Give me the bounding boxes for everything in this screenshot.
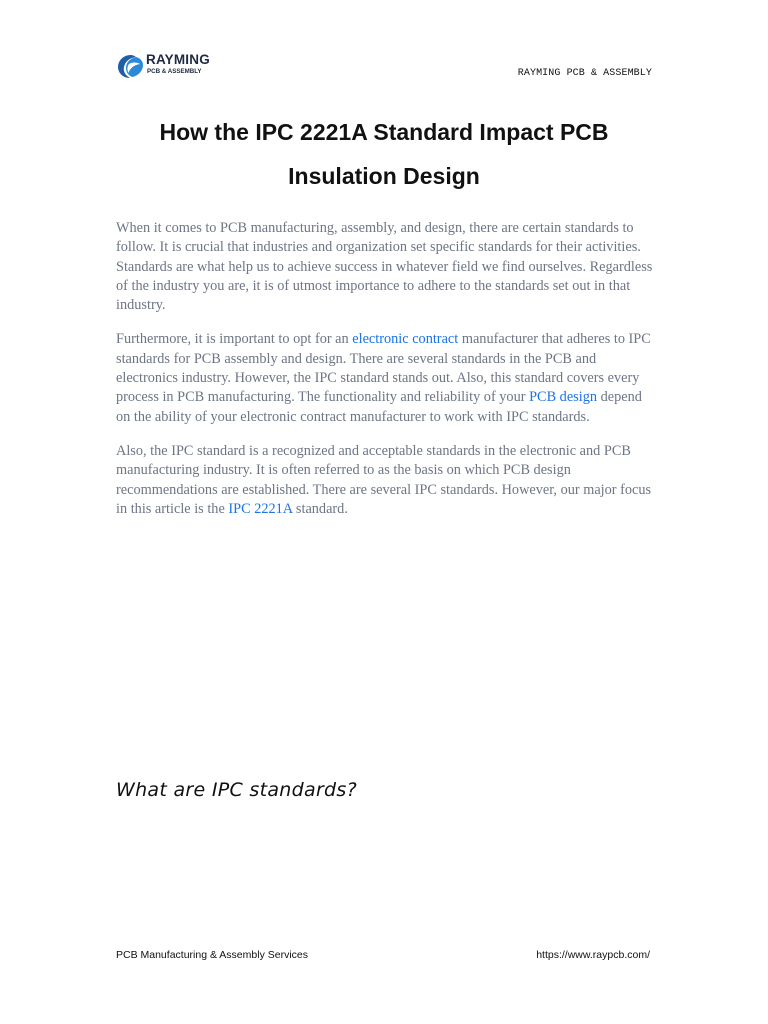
rayming-swirl-logo-icon	[116, 52, 146, 80]
ipc-2221a-link[interactable]: IPC 2221A	[228, 500, 293, 517]
paragraph-text: Also, the IPC standard is a recognized and acceptable standards in the electronic and PCB manufacturing industry. It is often referred to as the basis on which PCB design recommendations are established. There are several IPC standards. However, our major focus in this article is the	[116, 442, 652, 517]
logo-tagline: PCB & ASSEMBLY	[147, 68, 202, 75]
footer-services-text: PCB Manufacturing & Assembly Services	[116, 949, 308, 961]
electronic-contract-link[interactable]: electronic contract	[352, 331, 459, 348]
paragraph-ipc-manufacturer	[116, 330, 656, 426]
header-company-name: RAYMING PCB & ASSEMBLY	[517, 68, 652, 79]
pcb-design-link[interactable]: PCB design	[529, 389, 598, 406]
page-title	[0, 110, 768, 198]
paragraph-text: manufacturer that adheres to IPC standards for PCB assembly and design. There are several standards in the PCB and electronics industry. However, the IPC standard stands out. Also, this standard covers every process in PCB manufacturing. The functionality and reliability of your	[116, 331, 651, 406]
paragraph-text: standard.	[292, 500, 348, 517]
rayming-logo[interactable]	[116, 50, 226, 82]
paragraph-text: depend on the ability of your electronic contract manufacturer to work with IPC standards.	[116, 389, 642, 425]
section-heading: What are IPC standards?	[116, 779, 358, 801]
title-line-1: How the IPC 2221A Standard Impact PCB	[159, 119, 609, 145]
title-line-2: Insulation Design	[288, 163, 480, 189]
logo-brand-text: RAYMING	[146, 52, 210, 67]
paragraph-ipc-standard	[116, 442, 656, 519]
footer-url[interactable]: https://www.raypcb.com/	[536, 949, 650, 961]
paragraph-text: Furthermore, it is important to opt for an	[116, 331, 353, 348]
article-body	[116, 219, 656, 534]
paragraph-intro: When it comes to PCB manufacturing, assembly, and design, there are certain standards to follow. It is crucial that industries and organization set specific standards for their activities. Standards are what help us to achieve success in whatever field we find ourselves. Regardless of the industry you are, it is of utmost importance to adhere to the standards set out in that industry.	[116, 220, 653, 314]
